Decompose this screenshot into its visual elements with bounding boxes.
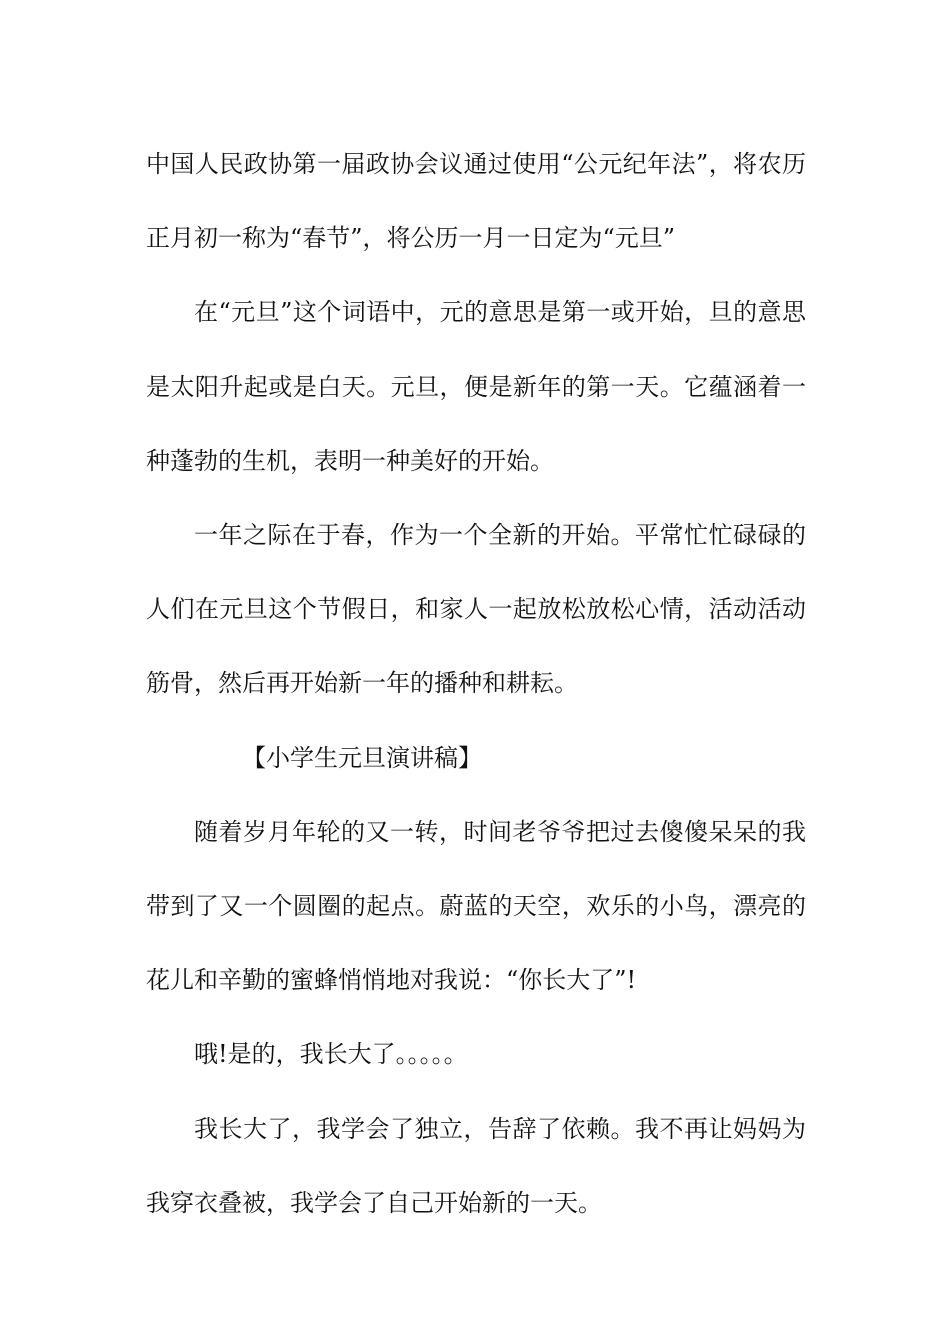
paragraph-new-beginning: 一年之际在于春，作为一个全新的开始。平常忙忙碌碌的人们在元旦这个节假日，和家人一起放松放松心情，活动活动筋骨，然后再开始新一年的播种和耕耘。 [146, 521, 806, 698]
paragraph-yuandan-meaning: 在“元旦”这个词语中，元的意思是第一或开始，旦的意思是太阳升起或是白天。元旦，便是新年的第一天。它蕴涵着一种蓬勃的生机，表明一种美好的开始。 [146, 298, 806, 475]
paragraph-continuation: 中国人民政协第一届政协会议通过使用“公元纪年法”，将农历正月初一称为“春节”，将公历一月一日定为“元旦” [146, 150, 806, 253]
document-body [146, 127, 806, 1240]
paragraph-independence: 我长大了，我学会了独立，告辞了依赖。我不再让妈妈为我穿衣叠被，我学会了自己开始新的一天。 [146, 1114, 806, 1217]
section-heading: 【小学生元旦演讲稿】 [242, 743, 482, 772]
paragraph-growing-up: 随着岁月年轮的又一转，时间老爷爷把过去傻傻呆呆的我带到了又一个圆圈的起点。蔚蓝的天空，欢乐的小鸟，漂亮的花儿和辛勤的蜜蜂悄悄地对我说：“你长大了”! [146, 817, 806, 995]
paragraph-exclamation: 哦!是的，我长大了。。。。。 [194, 1040, 468, 1069]
